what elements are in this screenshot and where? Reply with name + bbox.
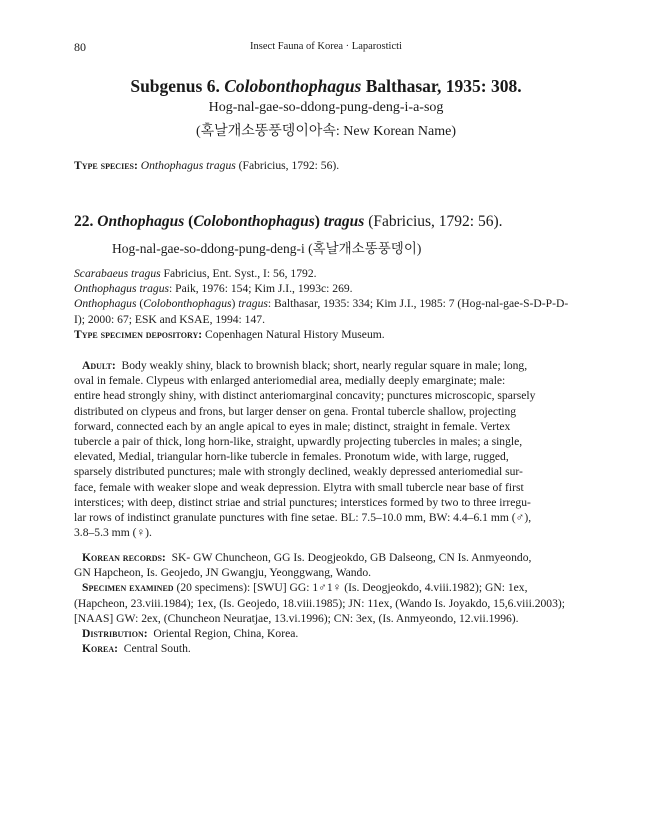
subgenus-name: Colobonthophagus — [224, 76, 362, 96]
type-depository — [74, 327, 582, 342]
page-number: 80 — [74, 40, 86, 54]
species-number: 22. — [74, 213, 94, 230]
species-genus: Onthophagus — [97, 213, 185, 230]
korea-distribution: Korea: Central South. — [82, 642, 191, 656]
specimen-examined: Specimen examined (20 specimens): [SWU] GG: 1♂1♀ (Is. Deogjeokdo, 4.viii.1982); GN: 1ex, — [82, 581, 528, 595]
depository-text: Copenhagen Natural History Museum. — [205, 327, 385, 341]
species-heading: 22. Onthophagus (Colobonthophagus) tragus (Fabricius, 1792: 56). — [74, 213, 503, 230]
running-title: Insect Fauna of Korea · Laparosticti — [250, 41, 402, 52]
korean-records-label: Korean records: — [82, 551, 166, 564]
type-species-label: Type species: — [74, 159, 138, 172]
subgenus-prefix: Subgenus 6. — [130, 76, 220, 96]
korea-label: Korea: — [82, 642, 118, 656]
species-korean-name: Hog-nal-gae-so-ddong-pung-deng-i (혹날개소똥풍뎅이) — [112, 241, 422, 256]
citation-list — [74, 266, 582, 342]
species-subgenus: Colobonthophagus — [193, 213, 315, 230]
type-species-author: (Fabricius, 1792: 56). — [238, 159, 340, 172]
korean-records: Korean records: SK- GW Chuncheon, GG Is. Deogjeokdo, GB Dalseong, CN Is. Anmyeondo, — [82, 551, 532, 564]
type-species — [74, 158, 582, 173]
citation-name: Scarabaeus tragus — [74, 267, 161, 280]
citation-item: Onthophagus tragus: Paik, 1976: 154; Kim J.I., 1993c: 269. — [74, 282, 353, 296]
subgenus-korean-name: (혹날개소똥풍뎅이아속: New Korean Name) — [195, 124, 457, 139]
subgenus-korean-romanized: Hog-nal-gae-so-ddong-pung-deng-i-a-sog — [208, 100, 444, 115]
subgenus-author: Balthasar, 1935: 308. — [365, 76, 522, 96]
adult-label: Adult: — [82, 359, 116, 372]
records-section: Korean records: SK- GW Chuncheon, GG Is. Deogjeokdo, GB Dalseong, CN Is. Anmyeondo, GN Hapcheon, Is. Geojedo, JN Gwangju, Yeonggwang, Wando. Specimen examined (20 specimens): [SWU] GG: 1♂1♀ (Is. Deogjeokdo, 4.viii.1982); GN: 1ex, (Hapcheon, 23.viii.1984); 1ex, (Is. Geojedo, 18.viii.1985); JN: 11ex, (Wando Is. Joyakdo, 15,6.viii.2003); [NAAS] GW: 2ex, (Chuncheon Neuratjae, 13.vi.1996); CN: 3ex, (Is. Anmyeondo, 12.vii.1996). Distribution: Oriental Region, China, Korea. Korea: Central South. — [74, 550, 582, 656]
species-epithet: tragus — [323, 213, 365, 230]
citation-name: Onthophagus tragus — [74, 282, 170, 296]
species-author: (Fabricius, 1792: 56). — [368, 213, 503, 230]
distribution: Distribution: Oriental Region, China, Korea. — [82, 627, 299, 641]
distribution-label: Distribution: — [82, 627, 148, 641]
citation-item: Onthophagus (Colobonthophagus) tragus: Balthasar, 1935: 334; Kim J.I., 1985: 7 (Hog-nal-gae-S-D-P-D- I); 2000: 67; ESK and KSAE, 1994: 147. — [74, 297, 569, 326]
specimen-examined-label: Specimen examined — [82, 581, 174, 595]
citation-item: Scarabaeus tragus Fabricius, Ent. Syst., I: 56, 1792. — [74, 267, 317, 280]
depository-label: Type specimen depository: — [74, 327, 203, 341]
subgenus-heading — [0, 76, 652, 97]
adult-description: Adult: Body weakly shiny, black to brownish black; short, nearly regular square in male; long, oval in female. Clypeus with enlarged anteriomedial area, medially deeply emarginate; male: entire head strongly shiny, with distinct anteriomarginal concavity; punctures microscopic, sparsely distributed on clypeus and frons, but larger denser on gena. Frontal tubercle shallow, projecting forward, connected each by an angle apical to eyes in male; distinct, straight in female. Vertex tubercle a pair of thick, long horn-like, straight, upwardly projecting tubercles in males; a single, elevated, Medial, triangular horn-like tubercle in females. Pronotum wide, with large, rugged, sparsely distributed punctures; male with strongly declined, weakly depressed anteriomedial sur- face, female with weaker slope and weak depression. Elytra with small tubercle near base of first interstices; with deep, distinct striae and strial punctures; interstices formed by two to three irregu- lar rows of indistinct granulate punctures with fine setae. BL: 7.5–10.0 mm, BW: 4.4–6.1 mm (♂), 3.8–5.3 mm (♀). — [74, 359, 536, 540]
type-species-name: Onthophagus tragus — [140, 159, 236, 172]
